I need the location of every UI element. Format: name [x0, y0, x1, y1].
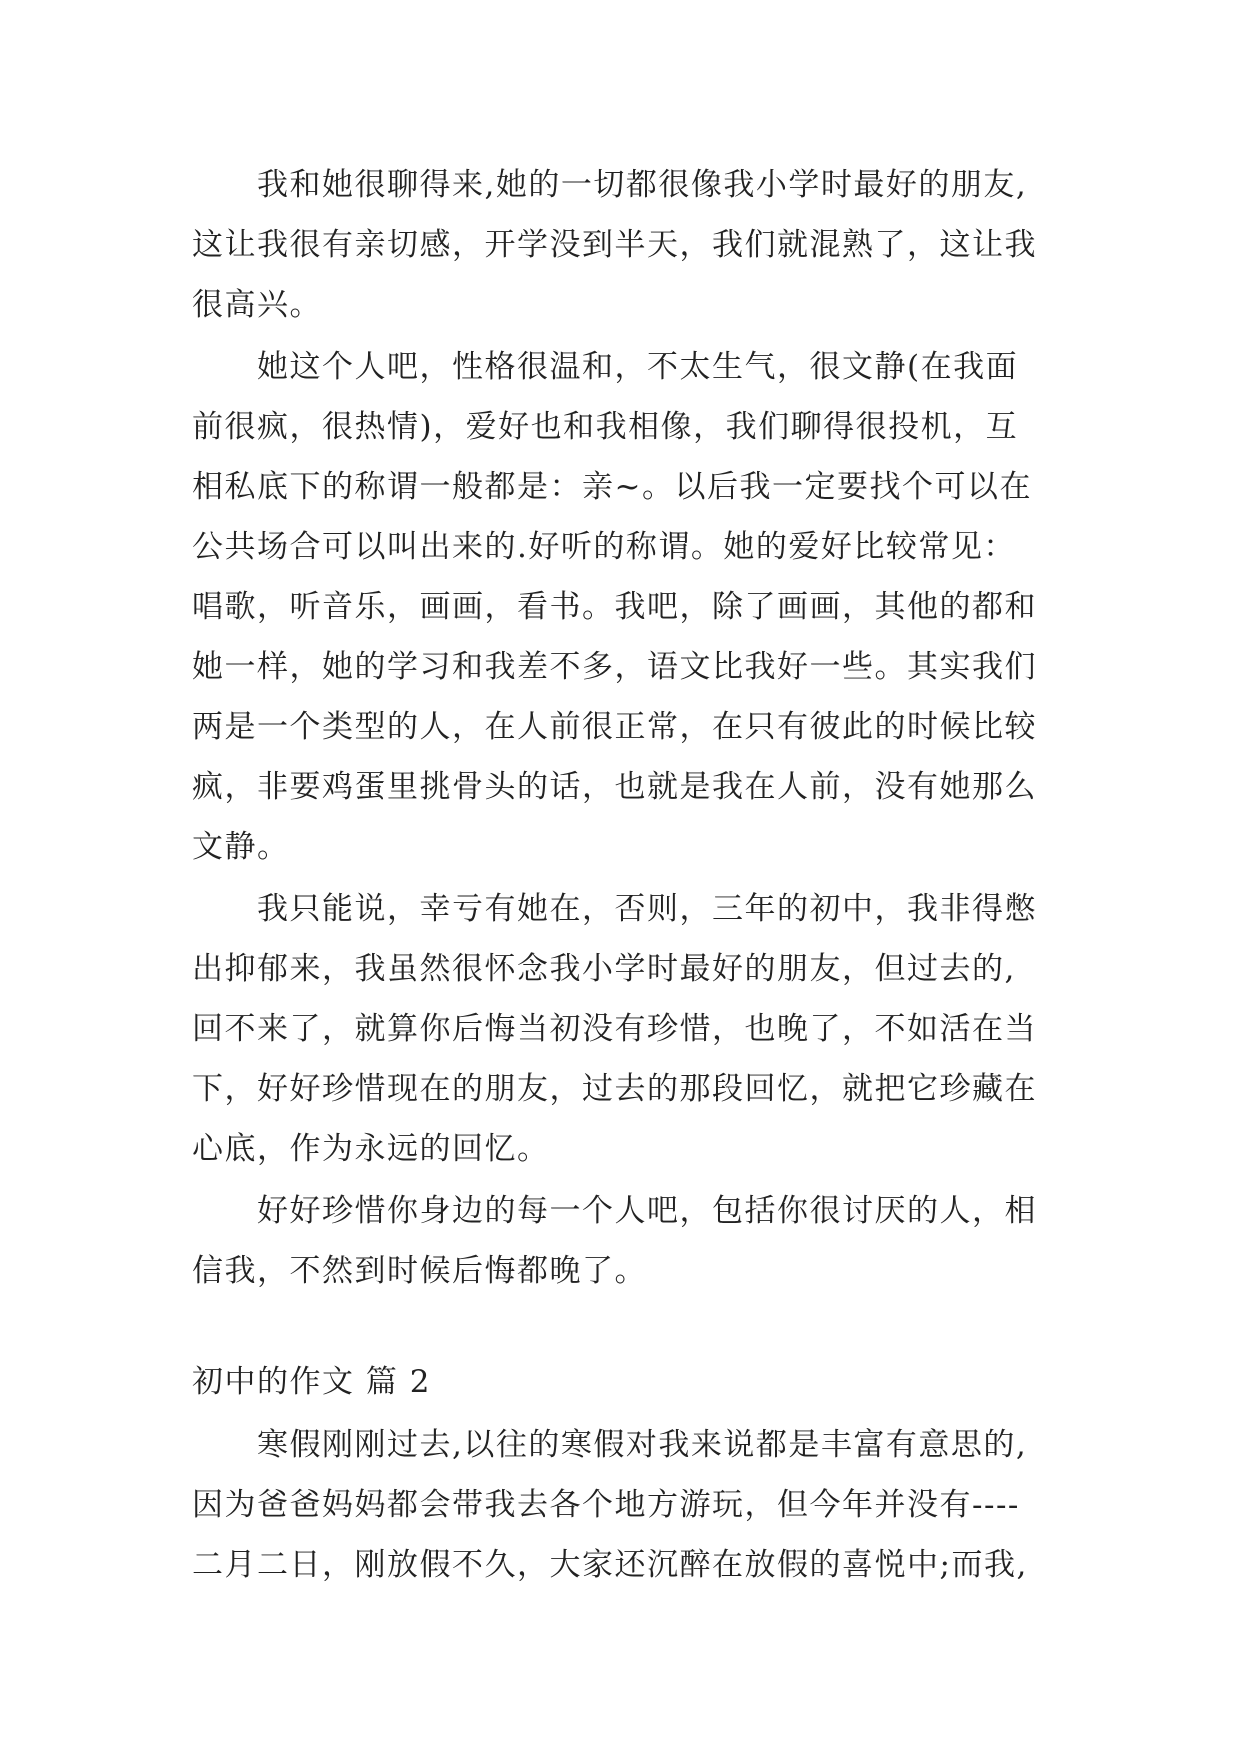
paragraph-3-line-2: 出抑郁来，我虽然很怀念我小学时最好的朋友，但过去的,	[192, 951, 1016, 987]
paragraph-2-line-2: 前很疯，很热情)，爱好也和我相像，我们聊得很投机，互	[192, 409, 1019, 445]
paragraph-2-line-8: 疯，非要鸡蛋里挑骨头的话，也就是我在人前，没有她那么	[192, 769, 1037, 805]
paragraph-2-line-7: 两是一个类型的人，在人前很正常，在只有彼此的时候比较	[192, 709, 1037, 745]
paragraph-3-line-1: 我只能说，幸亏有她在，否则，三年的初中，我非得憋	[257, 891, 1037, 927]
paragraph-2-line-9: 文静。	[192, 829, 290, 865]
paragraph-4-line-2: 信我，不然到时候后悔都晚了。	[192, 1253, 647, 1289]
section-2-paragraph-1-line-1: 寒假刚刚过去,以往的寒假对我来说都是丰富有意思的,	[257, 1427, 1028, 1463]
paragraph-2-line-5: 唱歌，听音乐，画画，看书。我吧，除了画画，其他的都和	[192, 589, 1037, 625]
paragraph-1-line-2: 这让我很有亲切感，开学没到半天，我们就混熟了，这让我	[192, 227, 1037, 263]
section-2-paragraph-1-line-2: 因为爸爸妈妈都会带我去各个地方游玩，但今年并没有----	[192, 1487, 1020, 1523]
paragraph-1-line-3: 很高兴。	[192, 287, 322, 323]
paragraph-3-line-4: 下，好好珍惜现在的朋友，过去的那段回忆，就把它珍藏在	[192, 1071, 1037, 1107]
paragraph-1-line-1: 我和她很聊得来,她的一切都很像我小学时最好的朋友,	[257, 167, 1028, 203]
section-title: 初中的作文 篇 2	[192, 1364, 431, 1400]
paragraph-3-line-5: 心底，作为永远的回忆。	[192, 1131, 550, 1167]
paragraph-2-line-6: 她一样，她的学习和我差不多，语文比我好一些。其实我们	[192, 649, 1037, 685]
section-2-paragraph-1-line-3: 二月二日，刚放假不久，大家还沉醉在放假的喜悦中;而我,	[192, 1547, 1028, 1583]
paragraph-2-line-1: 她这个人吧，性格很温和，不太生气，很文静(在我面	[257, 349, 1019, 385]
paragraph-2-line-3: 相私底下的称谓一般都是：亲~。以后我一定要找个可以在	[192, 469, 1032, 505]
paragraph-4-line-1: 好好珍惜你身边的每一个人吧，包括你很讨厌的人，相	[257, 1193, 1037, 1229]
paragraph-2-line-4: 公共场合可以叫出来的.好听的称谓。她的爱好比较常见：	[192, 529, 1016, 565]
paragraph-3-line-3: 回不来了，就算你后悔当初没有珍惜，也晚了，不如活在当	[192, 1011, 1037, 1047]
